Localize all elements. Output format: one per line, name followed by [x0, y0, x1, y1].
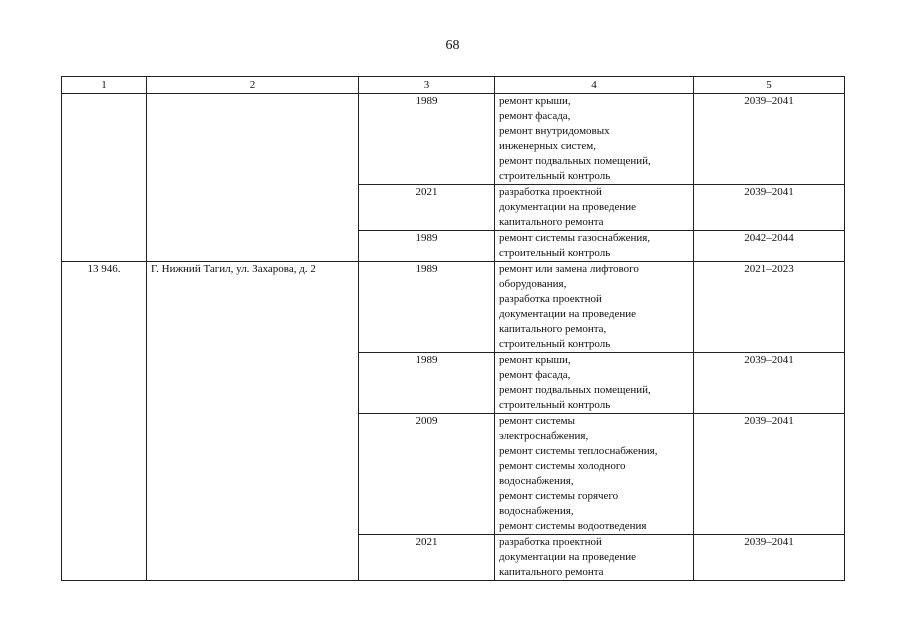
- repair-schedule-table: [61, 76, 845, 581]
- address-cell: Г. Нижний Тагил, ул. Захарова, д. 2: [147, 262, 359, 581]
- work-item: ремонт крыши,: [499, 95, 571, 107]
- work-item: оборудования,: [499, 278, 567, 290]
- work-item: документации на проведение: [499, 551, 637, 563]
- period-cell: 2039–2041: [694, 94, 845, 185]
- work-item: водоснабжения,: [499, 505, 574, 517]
- work-item: разработка проектной: [499, 293, 602, 305]
- works-cell: [495, 185, 694, 231]
- column-header-4: 4: [495, 77, 694, 94]
- year-cell: 2021: [359, 535, 495, 581]
- column-header-1: 1: [62, 77, 147, 94]
- work-item: ремонт фасада,: [499, 369, 571, 381]
- row-number-cell: [62, 94, 147, 262]
- work-item: ремонт внутридомовых: [499, 125, 610, 137]
- works-cell: [495, 535, 694, 581]
- period-cell: 2039–2041: [694, 353, 845, 414]
- work-item: ремонт системы холодного: [499, 460, 626, 472]
- works-cell: [495, 353, 694, 414]
- work-item: водоснабжения,: [499, 475, 574, 487]
- works-cell: [495, 231, 694, 262]
- table-row: [62, 262, 845, 353]
- work-item: документации на проведение: [499, 201, 637, 213]
- work-item: ремонт или замена лифтового: [499, 263, 639, 275]
- year-cell: 1989: [359, 231, 495, 262]
- row-number-cell: 13 946.: [62, 262, 147, 581]
- work-item: ремонт подвальных помещений,: [499, 384, 651, 396]
- works-cell: [495, 94, 694, 185]
- work-item: разработка проектной: [499, 536, 602, 548]
- table-row: [62, 94, 845, 185]
- period-cell: 2039–2041: [694, 414, 845, 535]
- header-row: [62, 77, 845, 94]
- address-cell: [147, 94, 359, 262]
- period-cell: 2021–2023: [694, 262, 845, 353]
- work-item: капитального ремонта: [499, 566, 604, 578]
- work-item: капитального ремонта,: [499, 323, 607, 335]
- work-item: ремонт крыши,: [499, 354, 571, 366]
- period-cell: 2039–2041: [694, 535, 845, 581]
- work-item: документации на проведение: [499, 308, 637, 320]
- work-item: электроснабжения,: [499, 430, 589, 442]
- column-header-2: 2: [147, 77, 359, 94]
- work-item: ремонт подвальных помещений,: [499, 155, 651, 167]
- work-item: разработка проектной: [499, 186, 602, 198]
- work-item: инженерных систем,: [499, 140, 596, 152]
- work-item: строительный контроль: [499, 338, 611, 350]
- works-cell: [495, 414, 694, 535]
- work-item: строительный контроль: [499, 247, 611, 259]
- work-item: ремонт системы: [499, 415, 575, 427]
- work-item: строительный контроль: [499, 399, 611, 411]
- period-cell: 2039–2041: [694, 185, 845, 231]
- page-number: 68: [445, 38, 460, 53]
- year-cell: 2009: [359, 414, 495, 535]
- column-header-5: 5: [694, 77, 845, 94]
- work-item: ремонт системы газоснабжения,: [499, 232, 651, 244]
- year-cell: 1989: [359, 94, 495, 185]
- work-item: капитального ремонта: [499, 216, 604, 228]
- year-cell: 1989: [359, 353, 495, 414]
- period-cell: 2042–2044: [694, 231, 845, 262]
- year-cell: 1989: [359, 262, 495, 353]
- work-item: ремонт системы водоотведения: [499, 520, 647, 532]
- work-item: строительный контроль: [499, 170, 611, 182]
- work-item: ремонт фасада,: [499, 110, 571, 122]
- column-header-3: 3: [359, 77, 495, 94]
- work-item: ремонт системы горячего: [499, 490, 619, 502]
- year-cell: 2021: [359, 185, 495, 231]
- work-item: ремонт системы теплоснабжения,: [499, 445, 658, 457]
- works-cell: [495, 262, 694, 353]
